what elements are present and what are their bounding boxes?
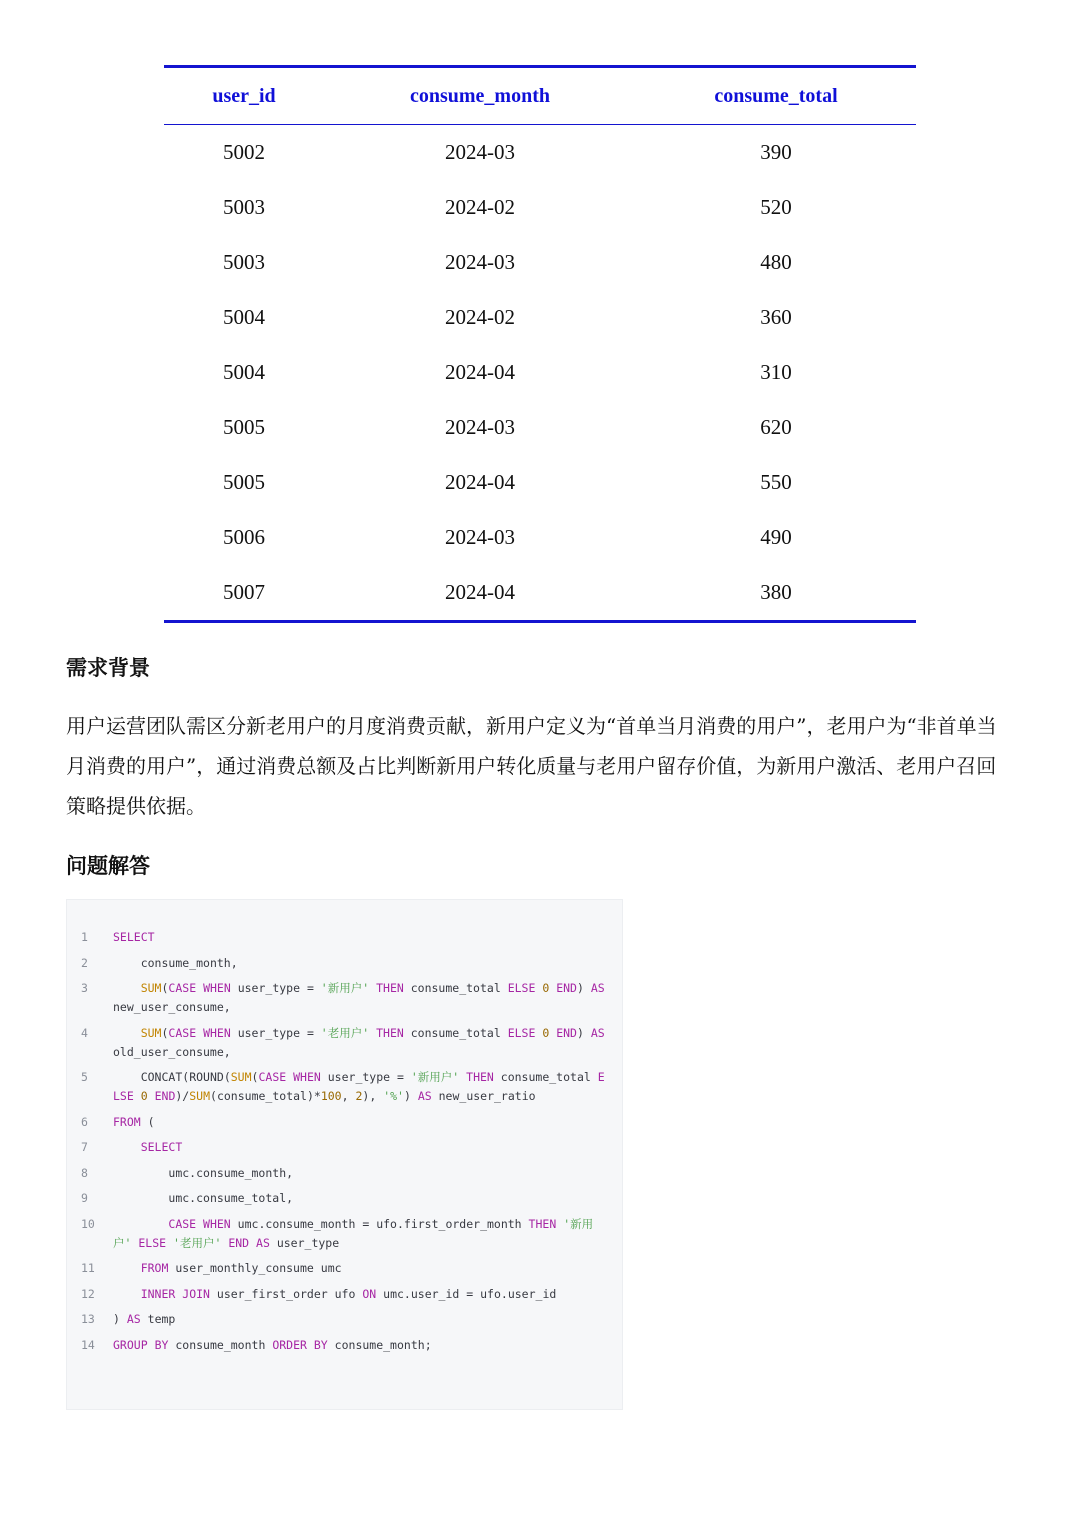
code-text: SUM(CASE WHEN user_type = '老用户' THEN consume_total ELSE 0 END) AS old_user_consume, [113, 1025, 605, 1059]
cell-consume-month: 2024-04 [445, 470, 515, 494]
cell-user-id: 5005 [223, 415, 265, 439]
user-consume-table [164, 65, 916, 623]
code-text: INNER JOIN user_first_order ufo ON umc.user_id = ufo.user_id [140, 1286, 557, 1301]
line-number: 2 [81, 955, 88, 970]
cell-user-id: 5004 [223, 305, 265, 329]
cell-user-id: 5004 [223, 360, 265, 384]
cell-consume-month: 2024-03 [445, 250, 515, 274]
table-row [164, 565, 916, 622]
cell-consume-month: 2024-04 [445, 360, 515, 384]
code-line [67, 928, 622, 947]
code-text: ) AS temp [113, 1312, 176, 1326]
table-row [164, 400, 916, 455]
cell-user-id: 5003 [223, 195, 265, 219]
line-number: 3 [81, 981, 88, 995]
code-text: SELECT [140, 1140, 183, 1154]
line-number: 8 [81, 1165, 88, 1180]
column-header-consume-total: consume_total [636, 67, 916, 125]
column-header-consume-month: consume_month [324, 67, 636, 125]
cell-consume-month: 2024-03 [445, 525, 515, 549]
code-line [67, 1310, 622, 1329]
cell-consume-total: 490 [760, 525, 792, 549]
line-number: 1 [81, 930, 88, 944]
section-body-background: 用户运营团队需区分新老用户的月度消费贡献，新用户定义为“首单当月消费的用户”，老用户为“非首单当月消费的用户”，通过消费总额及占比判断新用户转化质量与老用户留存价值，为新用户激活、老用户召回策略提供依据。 [66, 714, 997, 818]
code-line [67, 979, 622, 1017]
cell-consume-total: 620 [760, 415, 792, 439]
table-row [164, 235, 916, 290]
line-number: 10 [81, 1216, 95, 1231]
cell-consume-total: 310 [760, 360, 792, 384]
cell-consume-month: 2024-03 [445, 415, 515, 439]
code-line [67, 1113, 622, 1132]
code-text: SUM(CASE WHEN user_type = '新用户' THEN consume_total ELSE 0 END) AS new_user_consume, [113, 981, 605, 1014]
cell-consume-total: 550 [760, 470, 792, 494]
code-block [66, 899, 623, 1410]
code-text: CONCAT(ROUND(SUM(CASE WHEN user_type = '新用户' THEN consume_total ELSE 0 END)/SUM(consume_total)*100, 2), '%') AS new_user_ratio [113, 1070, 605, 1103]
table-row [164, 455, 916, 510]
section-title-background: 需求背景 [66, 656, 150, 680]
line-number: 5 [81, 1070, 88, 1084]
line-number: 14 [81, 1337, 95, 1352]
code-lines [67, 928, 622, 1361]
cell-consume-total: 480 [760, 250, 792, 274]
cell-consume-total: 380 [760, 580, 792, 604]
line-number: 4 [81, 1025, 88, 1040]
cell-consume-total: 390 [760, 140, 792, 164]
line-number: 9 [81, 1191, 88, 1205]
code-line [67, 954, 622, 973]
cell-user-id: 5005 [223, 470, 265, 494]
code-text: CASE WHEN umc.consume_month = ufo.first_order_month THEN '新用户' ELSE '老用户' END AS user_type [113, 1216, 594, 1250]
cell-consume-month: 2024-04 [445, 580, 515, 604]
table-row [164, 510, 916, 565]
code-line [67, 1189, 622, 1208]
table-body [164, 125, 916, 622]
code-line [67, 1068, 622, 1106]
table-row [164, 345, 916, 400]
code-text: FROM ( [113, 1114, 155, 1129]
line-number: 13 [81, 1312, 95, 1326]
table-row [164, 290, 916, 345]
cell-consume-month: 2024-03 [445, 140, 515, 164]
code-text: SELECT [113, 930, 155, 944]
section-title-answer: 问题解答 [66, 854, 150, 878]
code-line [67, 1336, 622, 1355]
line-number: 7 [81, 1140, 88, 1154]
cell-consume-month: 2024-02 [445, 195, 515, 219]
line-number: 6 [81, 1114, 88, 1129]
code-text: FROM user_monthly_consume umc [140, 1261, 342, 1275]
table-header-row [164, 67, 916, 125]
code-text: umc.consume_total, [168, 1191, 294, 1205]
table-row [164, 180, 916, 235]
code-line [67, 1285, 622, 1304]
line-number: 12 [81, 1286, 95, 1301]
cell-user-id: 5002 [223, 140, 265, 164]
code-line [67, 1024, 622, 1062]
code-text: umc.consume_month, [168, 1165, 294, 1180]
table-row [164, 125, 916, 181]
column-header-user-id: user_id [164, 67, 324, 125]
code-line [67, 1259, 622, 1278]
cell-user-id: 5006 [223, 525, 265, 549]
cell-consume-total: 520 [760, 195, 792, 219]
cell-consume-month: 2024-02 [445, 305, 515, 329]
cell-user-id: 5003 [223, 250, 265, 274]
code-line [67, 1215, 622, 1253]
code-text: GROUP BY consume_month ORDER BY consume_month; [113, 1337, 432, 1352]
code-line [67, 1138, 622, 1157]
cell-user-id: 5007 [223, 580, 265, 604]
code-text: consume_month, [140, 955, 238, 970]
line-number: 11 [81, 1261, 95, 1275]
cell-consume-total: 360 [760, 305, 792, 329]
code-line [67, 1164, 622, 1183]
